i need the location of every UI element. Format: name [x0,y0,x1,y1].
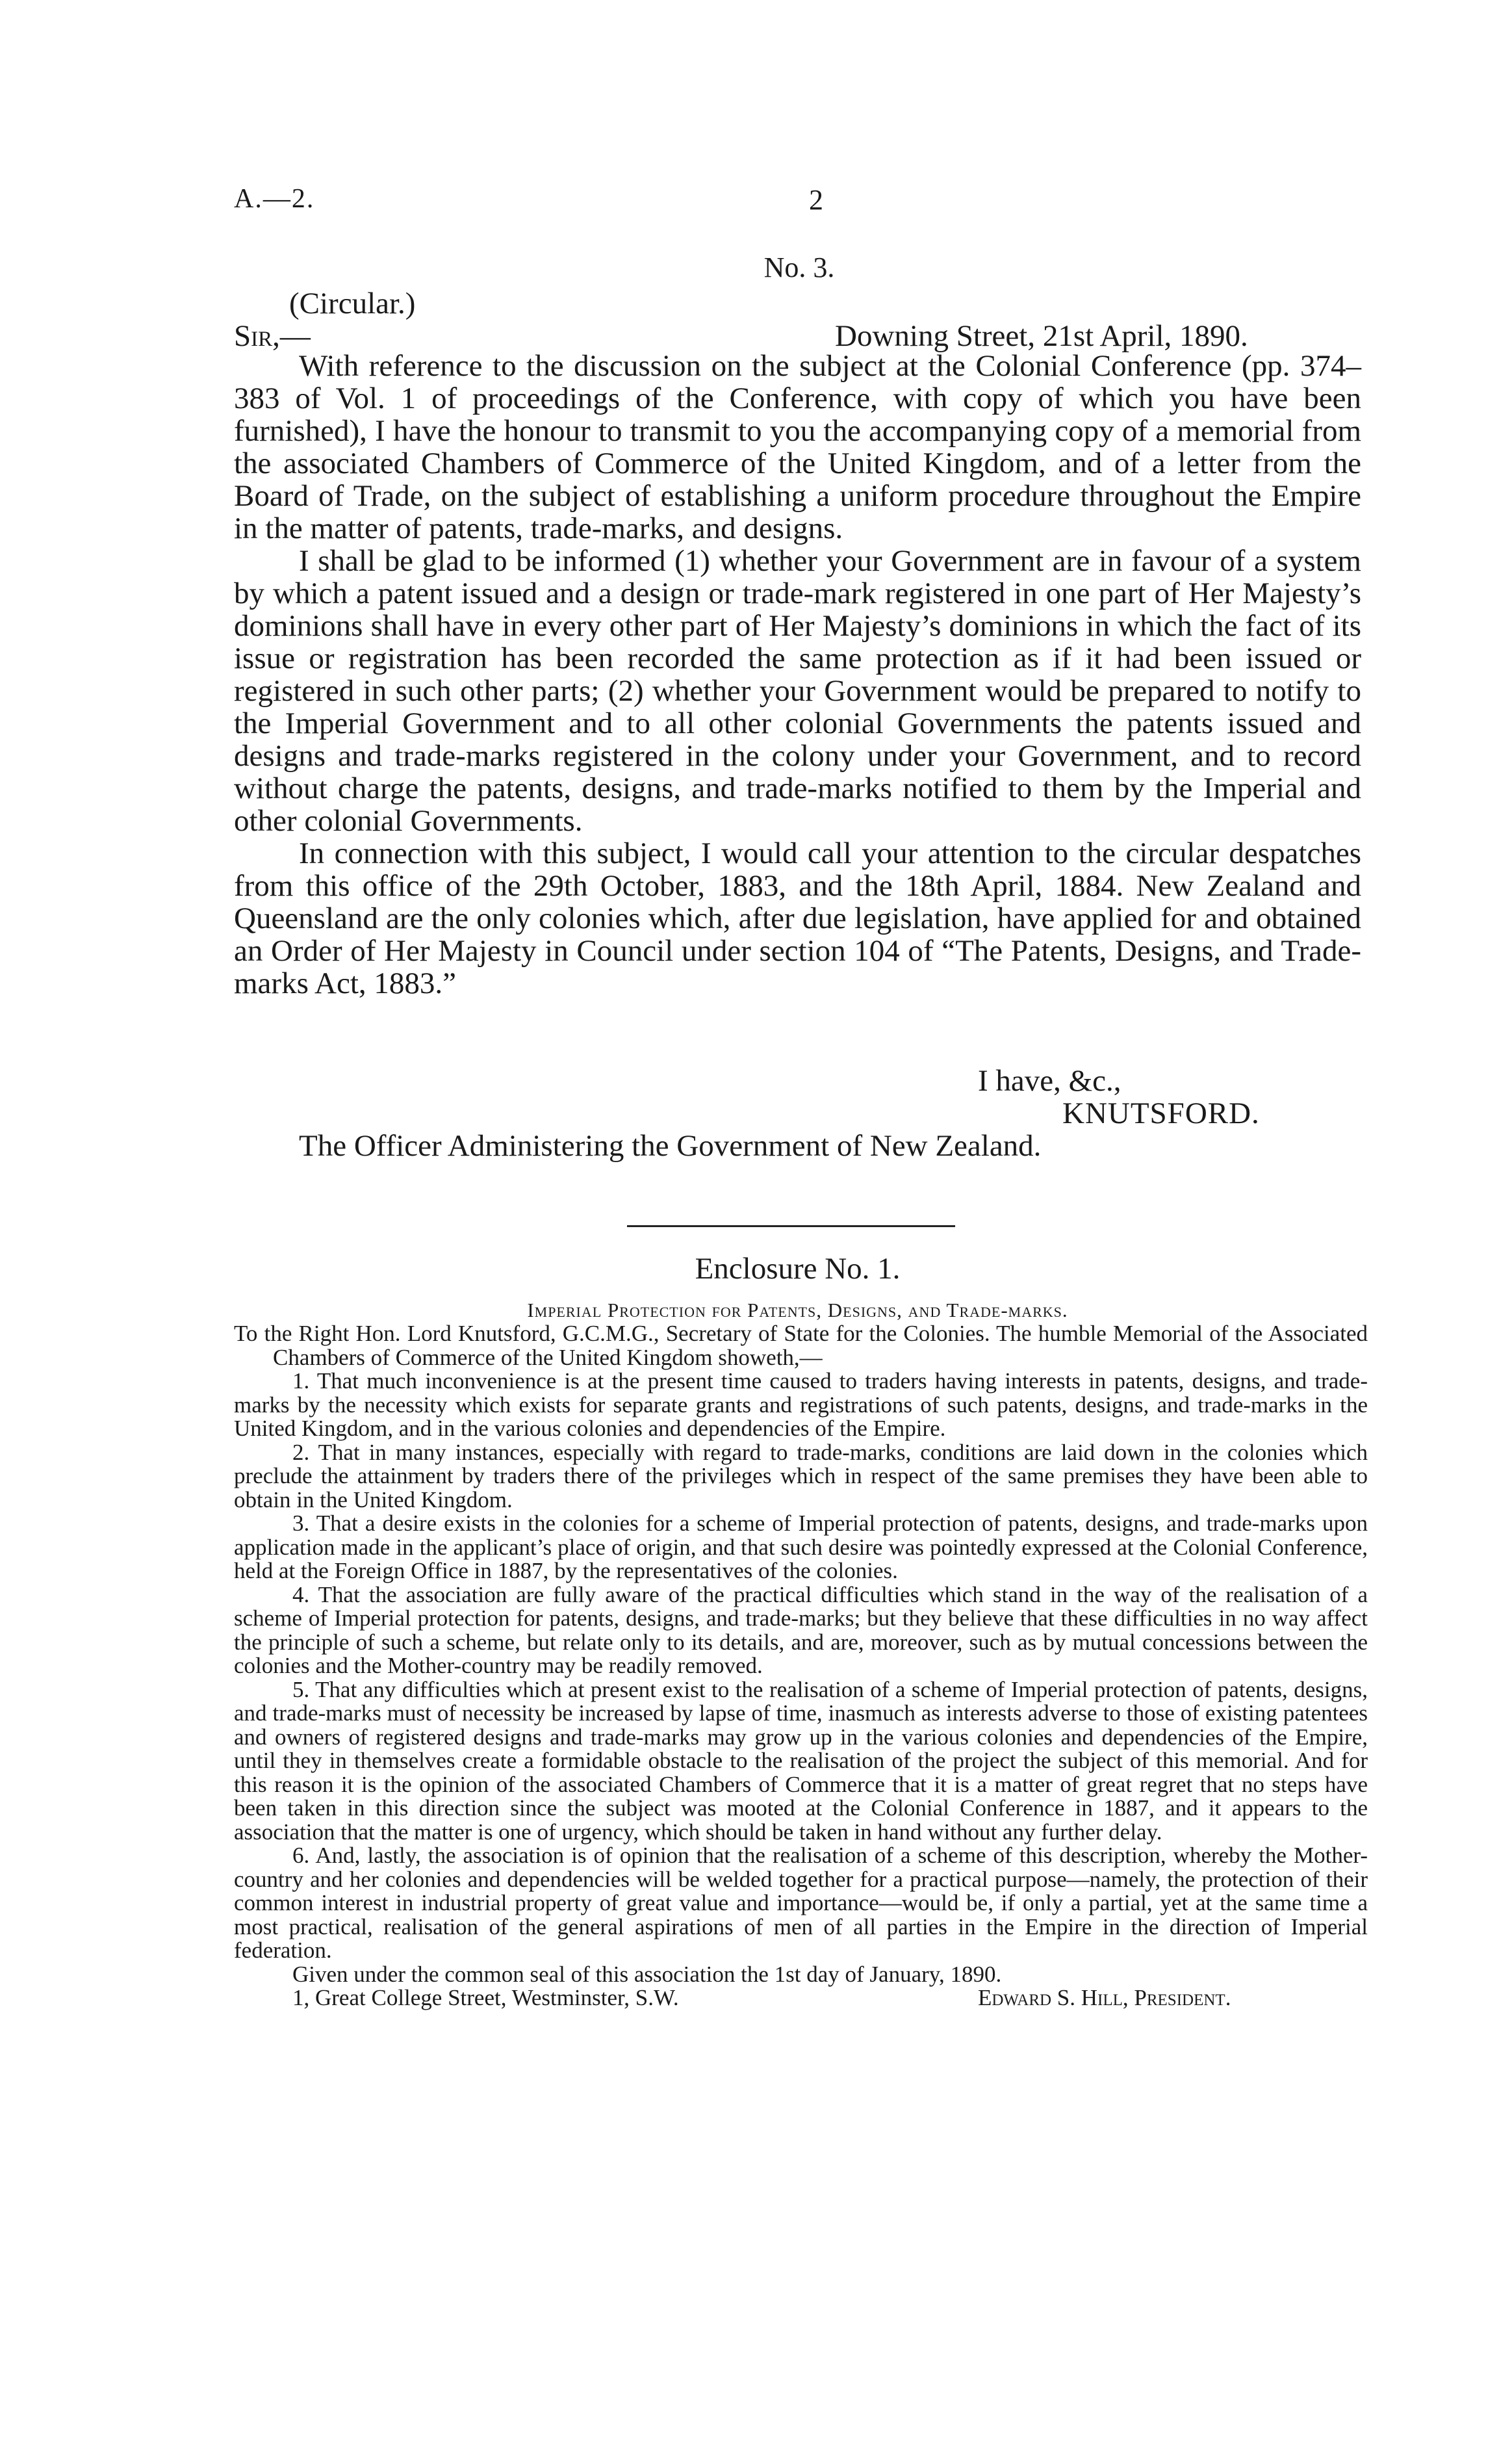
page-header [234,183,1306,222]
enclosure-title: Enclosure No. 1. [695,1252,901,1286]
salutation: Sir,— [234,319,311,353]
signature: KNUTSFORD. [1062,1096,1260,1130]
memorial-paragraph: 4. That the association are fully aware of the practical difficulties which stand in the way of the realisation of a scheme of Imperial protection for patents, designs, and trade-marks; but they believe that these difficulties in no way affect the principle of such a scheme, but relate only to its details, and are, moreover, such as by mutual concessions between the colonies and the Mother-country may be readily removed. [234,1581,1368,1678]
signature-row [234,1986,1368,2011]
page-number: 2 [809,184,823,216]
memorial-paragraph: 3. That a desire exists in the colonies for a scheme of Imperial protection of patents, designs, and trade-marks upon application made in the applicant’s place of origin, and that such desire was pointedly expressed at the Colonial Conference, held at the Foreign Office in 1887, by the representatives of the colonies. [234,1511,1368,1583]
letter-number: No. 3. [763,252,835,283]
letter-paragraph: With reference to the discussion on the subject at the Colonial Conference (pp. 374–383 of Vol. 1 of proceedings of the Conference, with copy of which you have been furnished), I have the honour to transmit to you the accompanying copy of a memorial from the associated Chambers of Commerce of the United Kingdom, and of a letter from the Board of Trade, on the subject of establishing a uniform procedure throughout the Empire in the matter of patents, trade-marks, and designs. [234,349,1361,545]
letter-paragraph: In connection with this subject, I would call your attention to the circular despatches from this office of the 29th October, 1883, and the 18th April, 1884. New Zealand and Queensland are the only colonies which, after due legislation, have applied for and obtained an Order of Her Majesty in Council under section 104 of “The Patents, Designs, and Trade-marks Act, 1883.” [234,836,1361,1000]
circular-label: (Circular.) [289,287,416,320]
addressee: The Officer Administering the Government of New Zealand. [299,1129,1042,1163]
closing-phrase: I have, &c., [978,1064,1121,1098]
letter-closing-block [234,1065,1361,1162]
letter-paragraph: I shall be glad to be informed (1) whether your Government are in favour of a system by which a patent issued and a design or trade-mark registered in one part of Her Majesty’s dominions shall have in every other part of Her Majesty’s dominions in which the fact of its issue or registration has been recorded the same protection as if it had been issued or registered in such other parts; (2) whether your Government would be prepared to notify to the Imperial Government and to all other colonial Governments the patents issued and designs and trade-marks registered in the colony under your Government, and to record without charge the patents, designs, and trade-marks notified to them by the Imperial and other colonial Governments. [234,544,1361,838]
memorial-paragraph: 5. That any difficulties which at present exist to the realisation of a scheme of Imperial protection of patents, designs, and trade-marks must of necessity be increased by lapse of time, inasmuch as interests adverse to those of existing patentees and owners of registered designs and trade-marks may grow up in the various colonies and dependencies of the Empire, until they in themselves create a formidable obstacle to the realisation of the project the subject of this memorial. And for this reason it is the opinion of the associated Chambers of Commerce that it is a matter of great regret that no steps have been taken in this direction since the subject was mooted at the Colonial Conference in 1887, and it appears to the association that the matter is one of urgency, which should be taken in hand without any further delay. [234,1676,1368,1845]
memorial-paragraph: 1. That much inconvenience is at the present time caused to traders having interests in patents, designs, and trade-marks by the necessity which exists for separate grants and registrations of such patents, designs, and trade-marks in the United Kingdom, and in the various colonies and dependencies of the Empire. [234,1368,1368,1441]
section-divider [627,1225,955,1227]
memorial-paragraph: 6. And, lastly, the association is of opinion that the realisation of a scheme of this description, whereby the Mother-country and her colonies and dependencies will be welded together for a practical purpose—namely, the protection of their common interest in industrial property of great value and importance—would be, if only a partial, yet at the same time a most practical, realisation of the general aspirations of men of all parties in the Empire in the direction of Imperial federation. [234,1843,1368,1963]
given-under-seal: Given under the common seal of this association the 1st day of January, 1890. [292,1961,1002,1987]
memorial-paragraph: 2. That in many instances, especially with regard to trade-marks, conditions are laid down in the colonies which preclude the attainment by traders there of the privileges which in respect of the same premises they have been able to obtain in the United Kingdom. [234,1439,1368,1512]
dateline: Downing Street, 21st April, 1890. [835,319,1248,353]
letter-body [234,350,1361,1000]
section-reference: A.—2. [234,184,315,214]
enclosure-subtitle: Imperial Protection for Patents, Designs, and Trade-marks. [527,1299,1068,1321]
address: 1, Great College Street, Westminster, S.W. [292,1985,679,2010]
memorial-body [234,1322,1368,2011]
signatory: Edward S. Hill, President. [978,1985,1231,2010]
memorial-intro: To the Right Hon. Lord Knutsford, G.C.M.G., Secretary of State for the Colonies. The humble Memorial of the Associated Chambers of Commerce of the United Kingdom showeth,— [234,1321,1368,1370]
